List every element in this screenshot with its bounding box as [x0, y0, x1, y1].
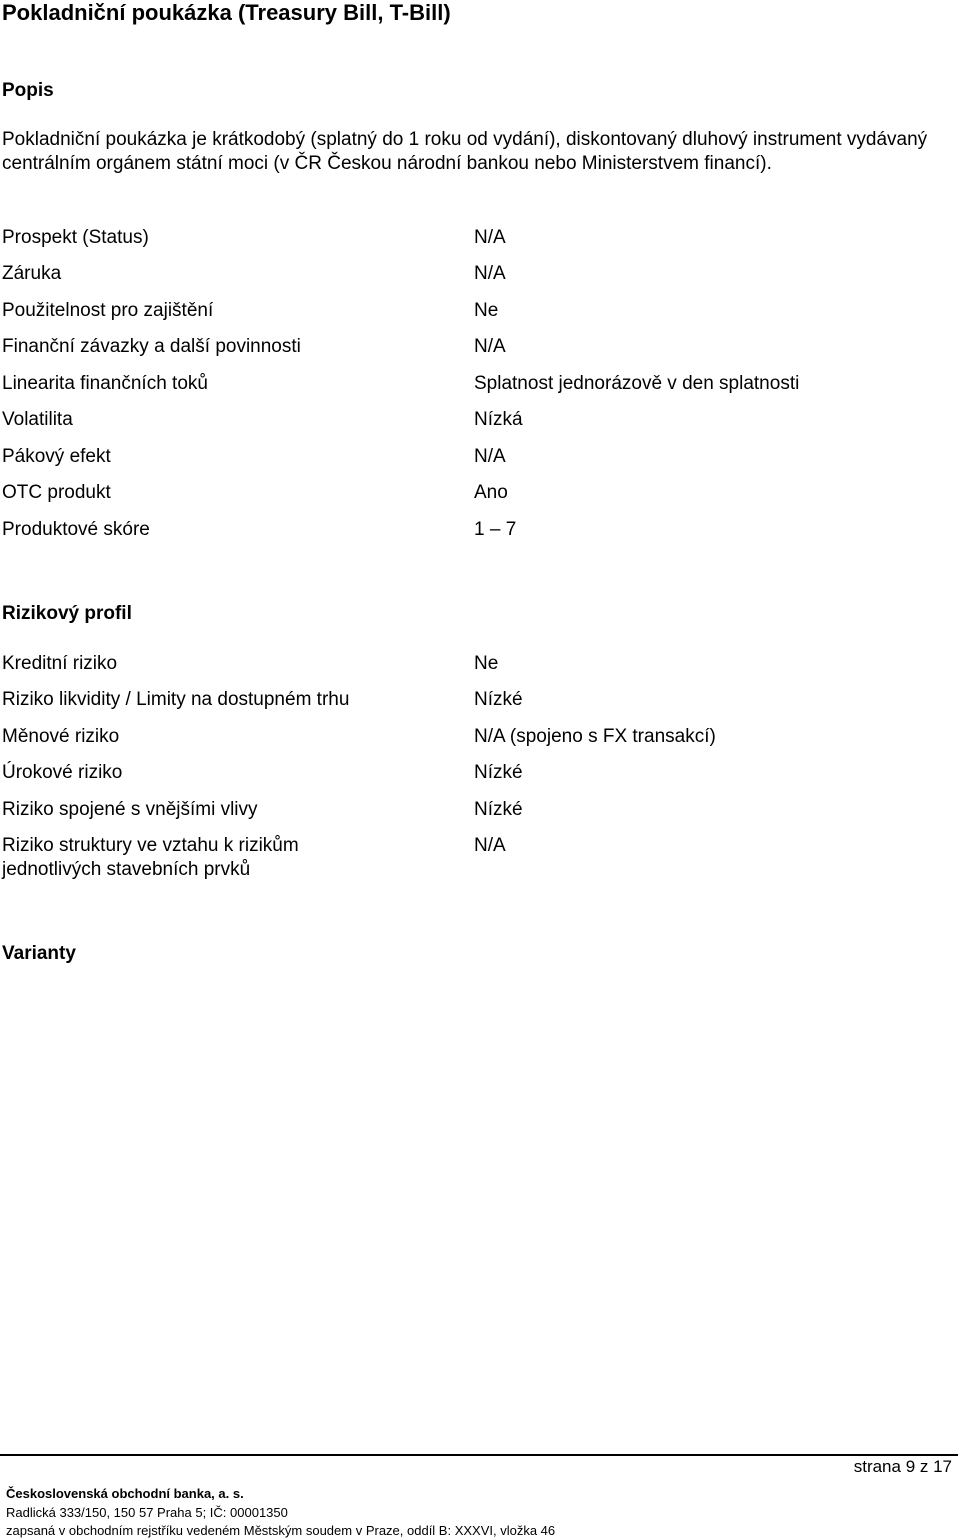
description-text: Pokladniční poukázka je krátkodobý (splatný do 1 roku od vydání), diskontovaný dluhový instrument vydávaný centrálním orgánem státní moci (v ČR Českou národní bankou nebo Ministerstvem financí). — [2, 129, 928, 174]
property-row — [2, 372, 952, 408]
property-value: Ano — [474, 482, 508, 503]
property-value: N/A — [474, 263, 506, 284]
footer-divider — [0, 1454, 958, 1456]
risk-row — [2, 798, 952, 834]
footer-bank-name: Československá obchodní banka, a. s. — [6, 1486, 244, 1501]
property-value: N/A — [474, 336, 506, 357]
property-row — [2, 226, 952, 262]
property-label: Prospekt (Status) — [2, 227, 149, 248]
product-score-row — [2, 518, 952, 554]
risk-list — [2, 652, 952, 882]
risk-row — [2, 688, 952, 725]
risk-row — [2, 834, 952, 882]
risk-value: Ne — [474, 653, 499, 674]
property-value: N/A — [474, 227, 506, 248]
property-label: Produktové skóre — [2, 519, 150, 540]
property-label: OTC produkt — [2, 482, 111, 503]
property-label: Finanční závazky a další povinnosti — [2, 336, 301, 357]
property-row — [2, 335, 952, 372]
property-value: Ne — [474, 300, 499, 321]
property-row — [2, 408, 952, 445]
page-number: strana 9 z 17 — [853, 1457, 952, 1476]
risk-label: Měnové riziko — [2, 726, 120, 747]
risk-label: Riziko struktury ve vztahu k rizikům jednotlivých stavebních prvků — [2, 835, 299, 880]
risk-label: Úrokové riziko — [2, 762, 123, 783]
property-row — [2, 445, 952, 481]
property-value: Nízká — [474, 409, 523, 430]
properties-list — [2, 226, 952, 554]
property-label: Záruka — [2, 263, 62, 284]
property-row — [2, 262, 952, 299]
risk-row — [2, 652, 952, 688]
footer-address: Radlická 333/150, 150 57 Praha 5; IČ: 00001350 — [6, 1505, 288, 1520]
document-title: Pokladniční poukázka (Treasury Bill, T-Bill) — [2, 0, 451, 25]
property-label: Linearita finančních toků — [2, 373, 208, 394]
property-value: N/A — [474, 446, 506, 467]
risk-label: Riziko likvidity / Limity na dostupném trhu — [2, 689, 350, 710]
risk-value: Nízké — [474, 762, 523, 783]
risk-value: Nízké — [474, 689, 523, 710]
risk-label: Riziko spojené s vnějšími vlivy — [2, 799, 258, 820]
property-label: Použitelnost pro zajištění — [2, 300, 214, 321]
risk-value: Nízké — [474, 799, 523, 820]
property-row — [2, 299, 952, 335]
section-heading-popis: Popis — [2, 80, 54, 101]
risk-value: N/A (spojeno s FX transakcí) — [474, 726, 716, 747]
footer-registry: zapsaná v obchodním rejstříku vedeném Městským soudem v Praze, oddíl B: XXXVI, vložka 46 — [6, 1523, 556, 1538]
risk-row — [2, 725, 952, 761]
property-row — [2, 481, 952, 518]
section-heading-variants: Varianty — [2, 943, 76, 964]
property-value: 1 – 7 — [474, 519, 517, 540]
property-label: Volatilita — [2, 409, 73, 430]
property-value: Splatnost jednorázově v den splatnosti — [474, 373, 800, 394]
property-label: Pákový efekt — [2, 446, 111, 467]
risk-label: Kreditní riziko — [2, 653, 118, 674]
risk-value: N/A — [474, 835, 506, 856]
risk-row — [2, 761, 952, 798]
section-heading-risk-profile: Rizikový profil — [2, 603, 132, 624]
